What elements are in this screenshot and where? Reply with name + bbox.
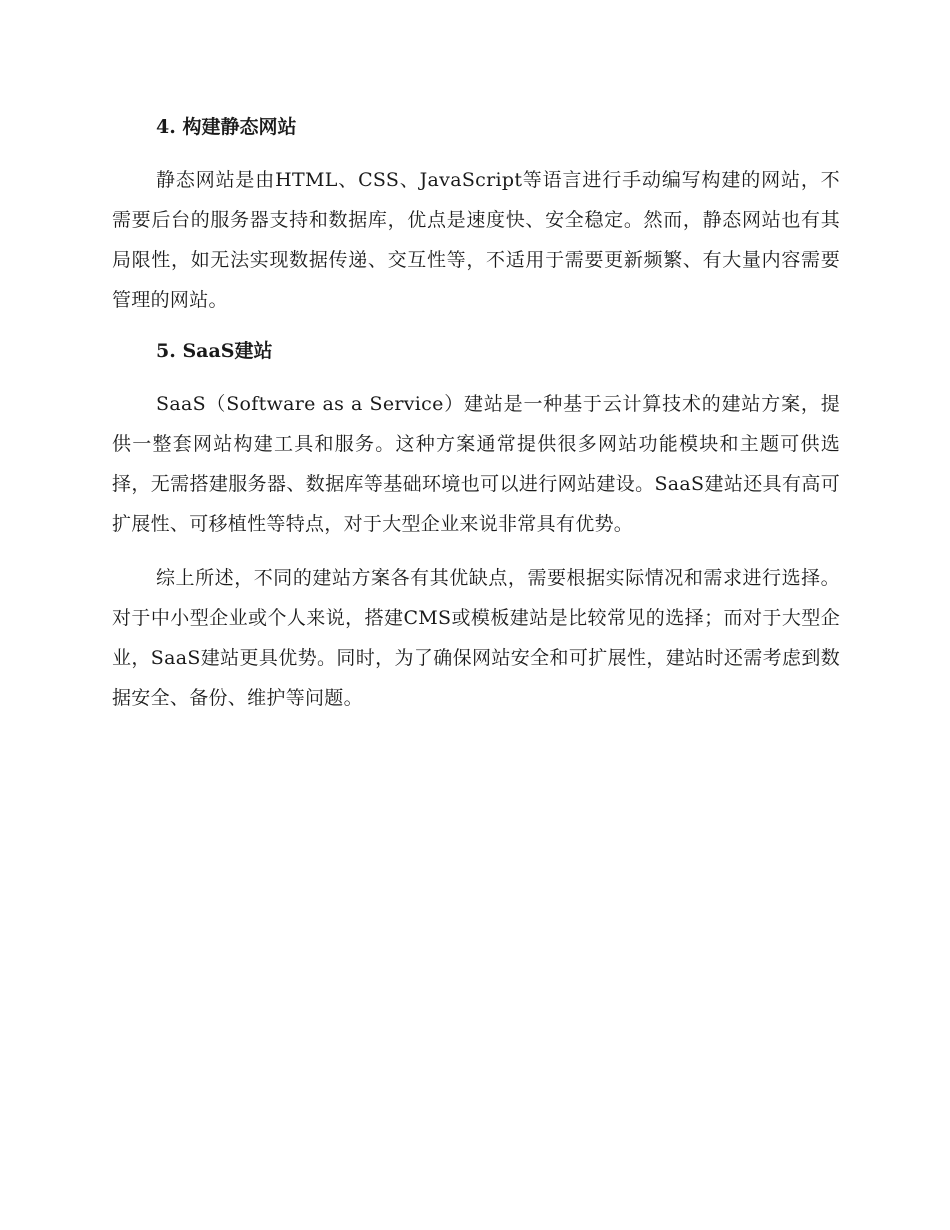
section-paragraph-saas: SaaS（Software as a Service）建站是一种基于云计算技术的建站方案，提供一整套网站构建工具和服务。这种方案通常提供很多网站功能模块和主题可供选择，无需搭建服务器、数据库等基础环境也可以进行网站建设。SaaS建站还具有高可扩展性、可移植性等特点，对于大型企业来说非常具有优势。 xyxy=(112,393,840,535)
spacer xyxy=(112,144,840,160)
section-heading-saas: 5. SaaS建站 xyxy=(156,340,273,362)
spacer xyxy=(112,368,840,384)
spacer xyxy=(112,544,840,558)
section-paragraph-static-site: 静态网站是由HTML、CSS、JavaScript等语言进行手动编写构建的网站，不需要后台的服务器支持和数据库，优点是速度快、安全稳定。然而，静态网站也有其局限性，如无法实现数据传递、交互性等，不适用于需要更新频繁、有大量内容需要管理的网站。 xyxy=(112,169,840,311)
spacer xyxy=(112,320,840,334)
section-heading-static-site: 4. 构建静态网站 xyxy=(156,116,297,138)
document-body xyxy=(112,110,840,718)
conclusion-paragraph: 综上所述，不同的建站方案各有其优缺点，需要根据实际情况和需求进行选择。对于中小型企业或个人来说，搭建CMS或模板建站是比较常见的选择；而对于大型企业，SaaS建站更具优势。同时，为了确保网站安全和可扩展性，建站时还需考虑到数据安全、备份、维护等问题。 xyxy=(112,567,840,709)
